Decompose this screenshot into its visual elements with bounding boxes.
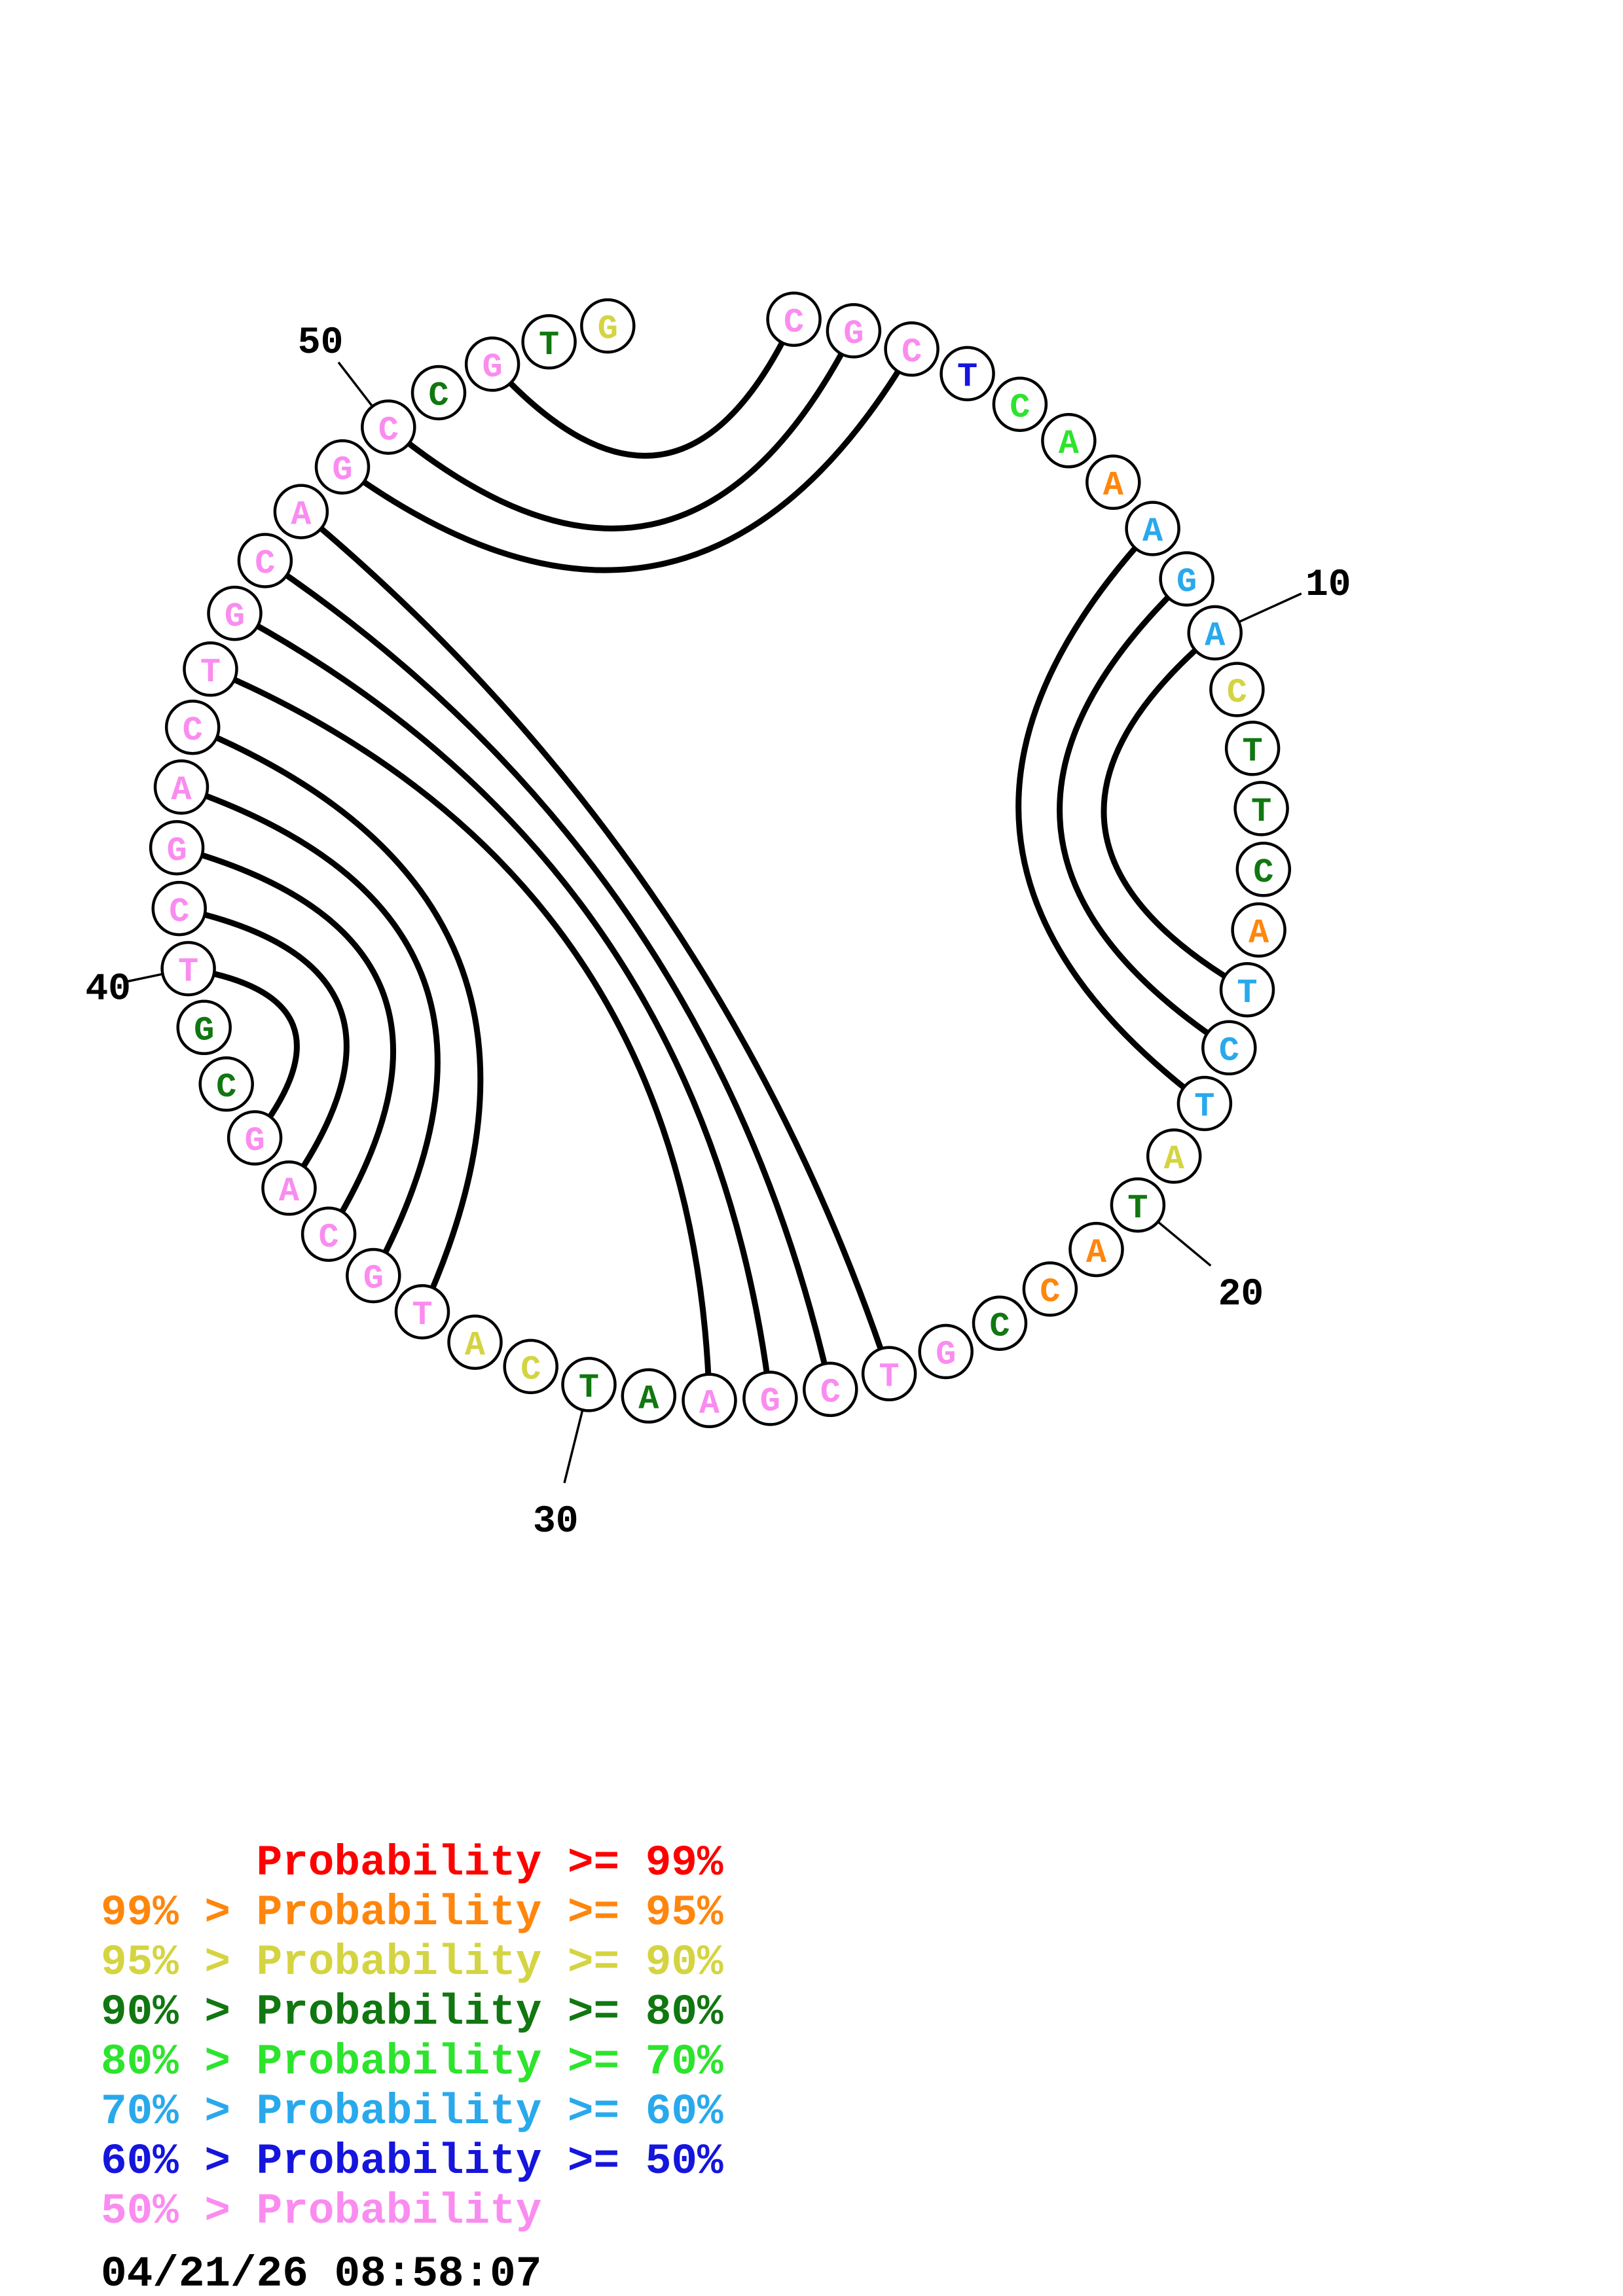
- legend-row: 50% > Probability: [101, 2187, 542, 2236]
- nucleotide-letter: G: [194, 1011, 215, 1050]
- position-tick-line: [1239, 594, 1302, 622]
- nucleotide-letter: C: [820, 1373, 841, 1412]
- legend-row: 90% > Probability >= 80%: [101, 1988, 723, 2037]
- nucleotide-letter: T: [1242, 732, 1263, 772]
- nucleotide-letter: C: [989, 1307, 1010, 1346]
- nucleotide-letter: T: [538, 326, 560, 365]
- position-tick-label: 20: [1218, 1274, 1264, 1317]
- nucleotide-letter: C: [1226, 673, 1248, 713]
- nucleotide-letter: G: [166, 831, 187, 870]
- nucleotide-letter: T: [578, 1369, 600, 1408]
- nucleotide-letter: G: [759, 1382, 781, 1422]
- nucleotide-letter: C: [520, 1350, 541, 1390]
- legend-row: 80% > Probability >= 70%: [101, 2037, 723, 2087]
- nucleotide-letter: T: [177, 952, 199, 992]
- nucleotide-letter: C: [255, 545, 276, 584]
- nucleotide-letter: C: [216, 1068, 237, 1107]
- basepair-arc: [235, 613, 771, 1398]
- nucleotide-letter: C: [783, 303, 805, 342]
- nucleotide-letter: C: [378, 411, 399, 450]
- position-tick-label: 40: [85, 968, 132, 1011]
- nucleotide-letter: G: [482, 348, 503, 387]
- nucleotide-letter: A: [171, 771, 192, 810]
- nucleotide-letter: T: [1250, 793, 1272, 832]
- nucleotide-letter: C: [1253, 853, 1274, 893]
- nucleotide-letter: C: [1010, 388, 1030, 427]
- position-tick-line: [1158, 1222, 1211, 1266]
- position-tick-label: 50: [297, 321, 344, 365]
- nucleotide-letter: A: [699, 1384, 720, 1424]
- nucleotide-letter: A: [1205, 617, 1226, 656]
- nucleotide-letter: A: [1248, 914, 1269, 953]
- nucleotide-letter: G: [936, 1335, 957, 1374]
- nucleotide-letter: T: [200, 653, 221, 692]
- nucleotide-letter: C: [318, 1218, 339, 1257]
- nucleotide-letter: G: [332, 451, 353, 490]
- nucleotide-letter: G: [1176, 563, 1197, 602]
- nucleotide-letter: C: [182, 711, 203, 750]
- position-tick-line: [338, 363, 373, 406]
- basepair-arc: [1019, 529, 1205, 1104]
- nucleotide-nodes: [151, 293, 1290, 1427]
- nucleotide-letter: A: [1085, 1233, 1107, 1272]
- position-tick-label: 30: [532, 1501, 579, 1544]
- nucleotide-letter: A: [1058, 425, 1080, 464]
- nucleotide-letter: A: [278, 1172, 300, 1211]
- probability-legend: [101, 1839, 723, 2236]
- nucleotide-letter: T: [1237, 973, 1258, 1013]
- position-tick-line: [564, 1410, 583, 1483]
- nucleotide-letter: C: [169, 892, 190, 931]
- legend-row: 99% > Probability >= 95%: [101, 1888, 723, 1937]
- nucleotide-letter: G: [363, 1259, 384, 1299]
- basepair-arc: [388, 331, 854, 528]
- nucleotide-letter: A: [291, 495, 312, 535]
- legend-row: 70% > Probability >= 60%: [101, 2087, 723, 2136]
- legend-row: 95% > Probability >= 90%: [101, 1938, 723, 1987]
- nucleotide-letter: A: [1103, 466, 1123, 505]
- nucleotide-letter: T: [879, 1357, 900, 1397]
- nucleotide-letter: G: [597, 310, 618, 349]
- nucleotide-letter: C: [1218, 1031, 1239, 1071]
- legend-row: Probability >= 99%: [256, 1839, 723, 1888]
- nucleotide-letter: A: [1163, 1140, 1184, 1179]
- nucleotide-letter: C: [1040, 1273, 1061, 1312]
- nucleotide-letter: A: [464, 1326, 486, 1365]
- nucleotide-letter: T: [957, 357, 978, 397]
- nucleotide-letter: A: [1142, 512, 1163, 552]
- nucleotide-letter: G: [843, 315, 864, 354]
- nucleotide-letter: T: [1194, 1087, 1215, 1126]
- nucleotide-letter: G: [224, 597, 246, 636]
- nucleotide-letter: C: [901, 333, 922, 372]
- basepair-arc: [211, 669, 710, 1401]
- nucleotide-letter: T: [1127, 1189, 1148, 1228]
- nucleotide-letter: C: [428, 376, 449, 416]
- legend-row: 60% > Probability >= 50%: [101, 2137, 723, 2186]
- timestamp: 04/21/26 08:58:07: [101, 2250, 542, 2296]
- nucleotide-letter: A: [638, 1380, 659, 1419]
- position-tick-label: 10: [1305, 564, 1351, 607]
- nucleotide-letter: T: [412, 1295, 433, 1335]
- nucleotide-letter: G: [244, 1122, 265, 1161]
